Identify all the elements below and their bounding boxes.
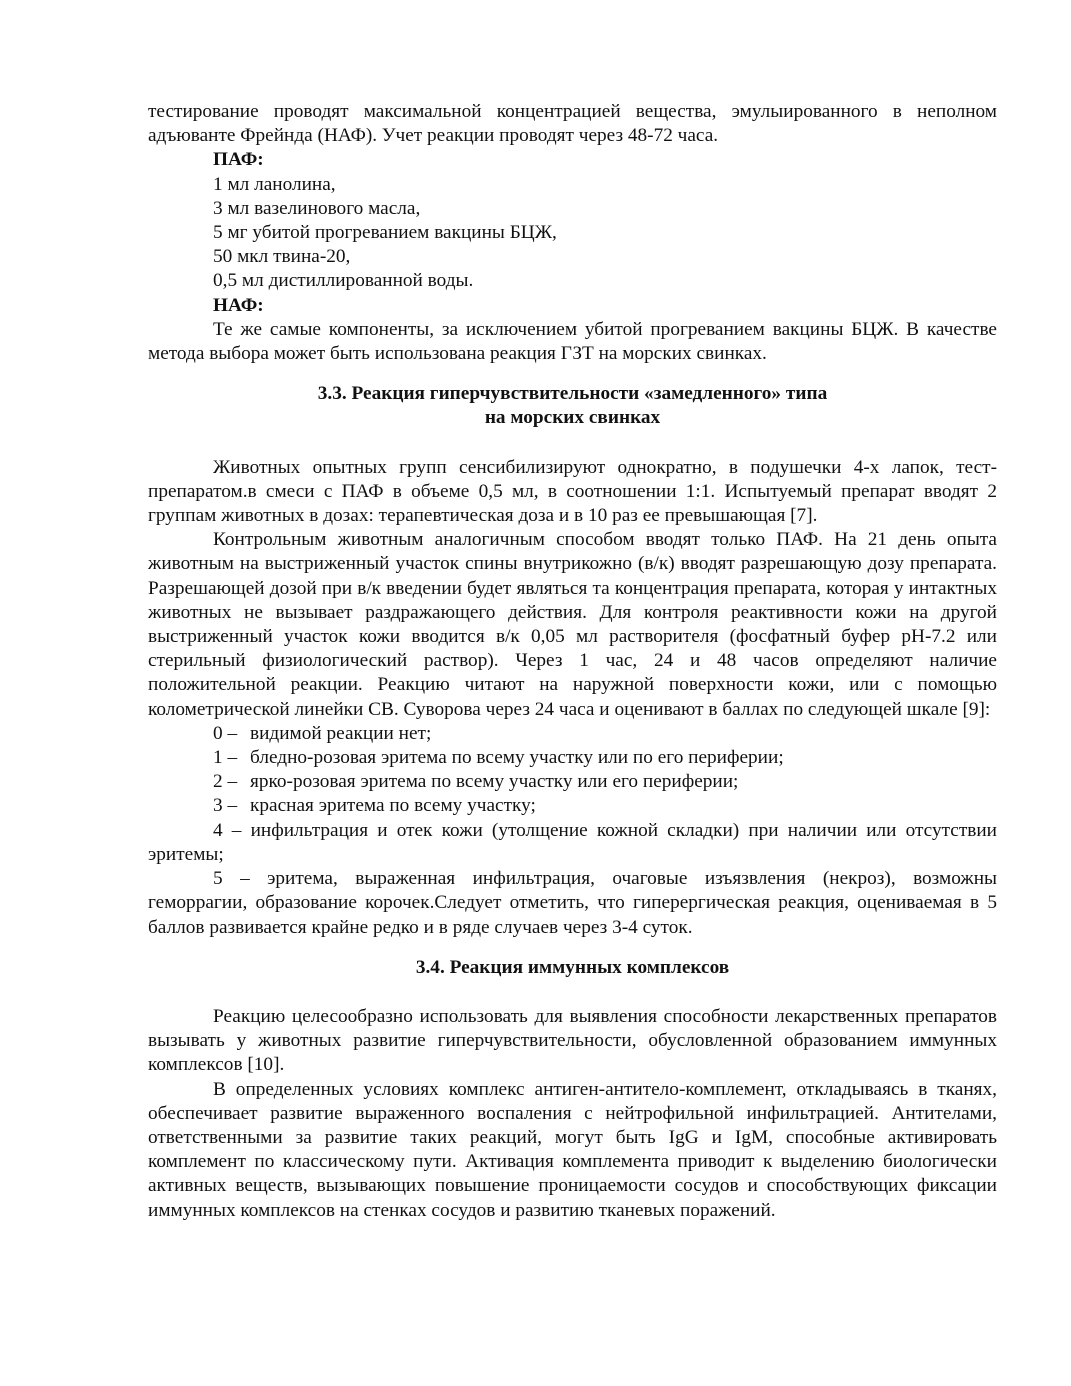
- scale-text: красная эритема по всему участку;: [250, 795, 536, 817]
- scale-text: эритема, выраженная инфильтрация, очаговые изъязвления (некроз), возможны геморрагии, образование корочек.Следует отметить, что гиперергическая реакция, оцениваемая в 5 баллов развивается крайне редко и в ряде случаев через 3-4 суток.: [148, 868, 997, 938]
- scale-number: 4 –: [213, 819, 242, 841]
- scale-text: ярко-розовая эритема по всему участку или его периферии;: [250, 771, 739, 793]
- scale-item-5: [148, 867, 997, 940]
- scale-item-0: [148, 722, 997, 746]
- section-heading-3-4: 3.4. Реакция иммунных комплексов: [415, 956, 730, 978]
- paf-item: 0,5 мл дистиллированной воды.: [213, 270, 474, 292]
- section-3-3-paragraph-1: Животных опытных групп сенсибилизируют однократно, в подушечки 4-х лапок, тест-препаратом.в смеси с ПАФ в объеме 0,5 мл, в соотношении 1:1. Испытуемый препарат вводят 2 группам животных в дозах: терапевтическая доза и в 10 раз ее превышающая [7].: [148, 456, 997, 527]
- scale-number: 0 –: [213, 722, 238, 744]
- section-heading-3-3: [148, 382, 997, 430]
- scale-number: 5 –: [213, 868, 250, 890]
- paf-item: 1 мл ланолина,: [213, 173, 336, 195]
- section-heading-3-3-line2: на морских свинках: [484, 407, 661, 429]
- document-page: [148, 100, 997, 1223]
- scale-item-4: [148, 819, 997, 867]
- scale-item-3: [148, 794, 997, 818]
- section-3-4-paragraph-2: В определенных условиях комплекс антиген-антитело-комплемент, откладываясь в тканях, обеспечивает развитие выраженного воспаления с нейтрофильной инфильтрацией. Антителами, ответственными за развитие таких реакций, могут быть IgG и IgM, способные активировать комплемент по классическому пути. Активация комплемента приводит к выделению биологически активных веществ, вызывающих повышение проницаемости сосудов и способствующих фиксации иммунных комплексов на стенках сосудов и развитию тканевых поражений.: [148, 1078, 997, 1221]
- paf-item: 3 мл вазелинового масла,: [213, 197, 421, 219]
- naf-label: НАФ:: [213, 294, 264, 316]
- scale-item-1: [148, 746, 997, 770]
- scale-text: видимой реакции нет;: [250, 722, 432, 744]
- scale-text: инфильтрация и отек кожи (утолщение кожной складки) при наличии или отсутствии эритемы;: [148, 819, 997, 865]
- scale-number: 3 –: [213, 795, 238, 817]
- scale-text: бледно-розовая эритема по всему участку или по его периферии;: [250, 747, 784, 769]
- intro-paragraph: тестирование проводят максимальной концентрацией вещества, эмулыированного в неполном адъюванте Фрейнда (НАФ). Учет реакции проводят через 48-72 часа.: [148, 101, 997, 147]
- naf-text: Те же самые компоненты, за исключением убитой прогреванием вакцины БЦЖ. В качестве метода выбора может быть использована реакция ГЗТ на морских свинках.: [148, 318, 997, 365]
- scale-item-2: [148, 770, 997, 794]
- paf-label: ПАФ:: [213, 149, 264, 171]
- section-heading-3-3-line1: 3.3. Реакция гиперчувствительности «замедленного» типа: [317, 383, 828, 405]
- paf-item: 50 мкл твина-20,: [213, 246, 351, 268]
- section-3-3-paragraph-2: Контрольным животным аналогичным способом вводят только ПАФ. На 21 день опыта животным на выстриженный участок спины внутрикожно (в/к) вводят разрешающую дозу препарата. Разрешающей дозой при в/к введении будет являться та концентрация препарата, которая у интактных животных не вызывает раздражающего действия. Для контроля реактивности кожи на другой выстриженный участок кожи вводится в/к 0,05 мл растворителя (фосфатный буфер pH-7.2 или стерильный физиологический раствор). Через 1 час, 24 и 48 часов определяют наличие положительной реакции. Реакцию читают на наружной поверхности кожи, или с помощью колометрической линейки СВ. Суворова через 24 часа и оценивают в баллах по следующей шкале [9]:: [148, 529, 997, 720]
- scale-number: 1 –: [213, 747, 238, 769]
- scale-number: 2 –: [213, 771, 238, 793]
- section-3-4-paragraph-1: Реакцию целесообразно использовать для выявления способности лекарственных препаратов вызывать у животных развитие гиперчувствительности, обусловленной образованием иммунных комплексов [10].: [148, 1005, 997, 1076]
- paf-item: 5 мг убитой прогреванием вакцины БЦЖ,: [213, 222, 557, 244]
